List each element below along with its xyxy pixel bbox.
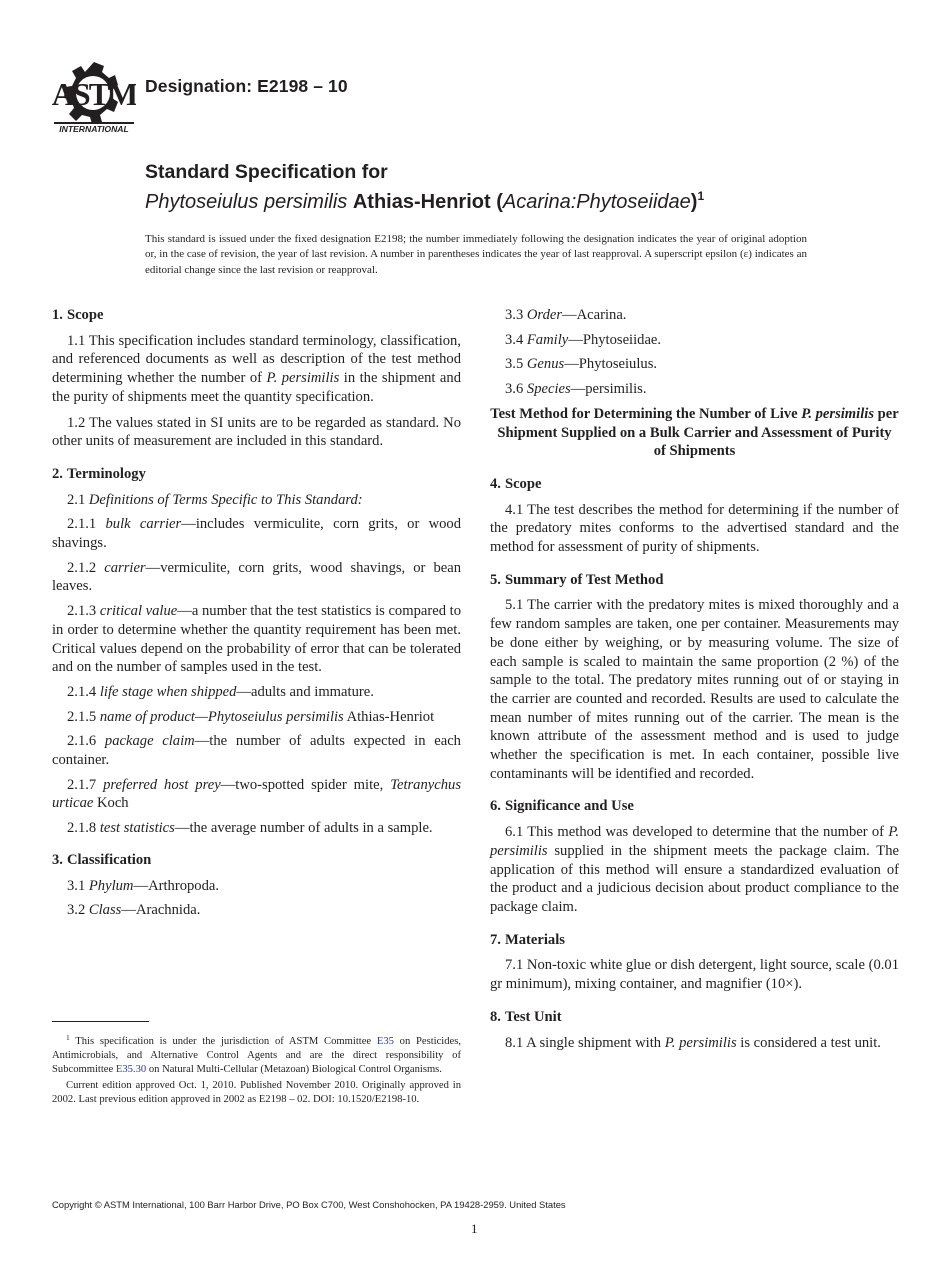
section-heading-significance: 6. Significance and Use [490, 798, 634, 815]
footnote-edition: Current edition approved Oct. 1, 2010. Published November 2010. Originally approved in 2002. Last previous edition approved in 2002 as E2198 – 02. DOI: 10.1520/E2198-10. [52, 1080, 461, 1105]
classification-family: 3.4 Family—Phytoseiidae. [505, 331, 662, 348]
left-column [52, 306, 461, 926]
paragraph-8-1: 8.1 A single shipment with P. persimilis is considered a test unit. [505, 1034, 881, 1051]
title-author: Athias-Henriot [352, 191, 491, 213]
paragraph-7-1: 7.1 Non-toxic white glue or dish detergent, light source, scale (0.01 gr minimum), mixing container, and magnifier (10×). [490, 957, 899, 993]
footnote-1: $^1$ This specification is under the jurisdiction of ASTM Committee E35 on Pesticides, Antimicrobials, and Alternative Control Agents and are the direct responsibility of Subcommittee E35.30 on Natural Multi-Cellular (Metazoan) Biological Control Organisms. [52, 1033, 461, 1075]
section-heading-scope-4: 4. Scope [490, 475, 542, 492]
footnotes [52, 1031, 461, 1109]
title-taxon: Acarina:Phytoseiidae [502, 191, 691, 213]
title-line-2: Phytoseiulus persimilis Athias-Henriot (Acarina:Phytoseiidae)$^1$ [145, 189, 705, 213]
document-header [52, 58, 912, 138]
issuance-note: This standard is issued under the fixed designation E2198; the number immediately following the designation indicates the year of original adoption or, in the case of revision, the year of last revision. A number in parentheses indicates the year of last reapproval. A superscript epsilon (ε) indicates an editorial change since the last revision or reapproval. [145, 233, 807, 276]
section-heading-test-unit: 8. Test Unit [490, 1008, 562, 1025]
paragraph-4-1: 4.1 The test describes the method for determining if the number of the predatory mites conforms to the advertised standard and the method for assessment of purity of shipments. [490, 501, 899, 556]
definition-test-statistics: 2.1.8 test statistics—the average number of adults in a sample. [67, 820, 433, 837]
right-column [490, 306, 899, 1059]
section-heading-classification: 3. Classification [52, 851, 152, 868]
standard-title [145, 160, 865, 215]
definition-life-stage: 2.1.4 life stage when shipped—adults and immature. [67, 683, 374, 700]
test-method-title: Test Method for Determining the Number of Live P. persimilis per Shipment Supplied on a Bulk Carrier and Assessment of Purity of Shipments [490, 405, 899, 460]
paragraph-1-2: 1.2 The values stated in SI units are to be regarded as standard. No other units of measurement are included in this standard. [52, 414, 461, 450]
definition-carrier: 2.1.2 carrier—vermiculite, corn grits, wood shavings, or bean leaves. [52, 559, 461, 595]
section-heading-scope: 1. Scope [52, 307, 104, 323]
paragraph-1-1: 1.1 This specification includes standard terminology, classification, and referenced documents as well as description of the test method determining whether the number of P. persimilis in the shipment and the purity of shipments meet the quantity specification. [52, 332, 461, 405]
classification-order: 3.3 Order—Acarina. [505, 307, 627, 323]
copyright-notice: Copyright © ASTM International, 100 Barr Harbor Drive, PO Box C700, West Conshohocken, PA 19428-2959. United States [52, 1199, 566, 1210]
committee-link[interactable]: E35 [376, 1036, 394, 1047]
classification-species: 3.6 Species—persimilis. [505, 381, 647, 398]
svg-text:ASTM: ASTM [52, 76, 136, 112]
section-heading-materials: 7. Materials [490, 931, 565, 948]
subcommittee-link[interactable]: E35.30 [115, 1064, 147, 1075]
definition-bulk-carrier: 2.1.1 bulk carrier—includes vermiculite, corn grits, or wood shavings. [52, 516, 462, 552]
paragraph-5-1: 5.1 The carrier with the predatory mites is mixed thoroughly and a few random samples are taken, one per container. Measurements may be done either by weighing, or by measuring volume. The size of each sample is scaled to maintain the same proportion (2 %) of the sample to the total. The predatory mites running out of or staying in the carrier are counted and recorded. Results are used to calculate the mean number of mites running out of the carrier. The mean is the known attribute of the assessment method and is used to judge whether the specification is met. In each container, possible live contaminants will be identified and recorded. [490, 597, 899, 782]
paragraph-6-1: 6.1 This method was developed to determine that the number of P. persimilis supplied in the shipment meets the package claim. The application of this method will ensure a standardized evaluation of the product and a judicious decision about product compliance to the package claim. [490, 824, 899, 915]
svg-text:INTERNATIONAL: INTERNATIONAL [59, 124, 129, 134]
designation: Designation: E2198 – 10 [145, 76, 348, 96]
classification-phylum: 3.1 Phylum—Arthropoda. [67, 877, 220, 894]
definition-preferred-host-prey: 2.1.7 preferred host prey—two-spotted spider mite, Tetranychus urticae Koch [52, 776, 461, 812]
definition-2-1: 2.1 Definitions of Terms Specific to This Standard: [67, 491, 363, 508]
classification-class: 3.2 Class—Arachnida. [67, 902, 201, 919]
classification-genus: 3.5 Genus—Phytoseiulus. [505, 356, 658, 373]
title-line-1: Standard Specification for [145, 161, 388, 183]
page-number: 1 [471, 1221, 478, 1236]
title-footnote-ref: 1 [697, 189, 705, 203]
astm-logo-icon [52, 58, 136, 134]
definition-critical-value: 2.1.3 critical value—a number that the test statistics is compared to in order to determine whether the quantity requirement has been met. Critical values depend on the probability of error that can be tolerated and on the number of samples used in the test. [52, 603, 461, 676]
section-heading-summary: 5. Summary of Test Method [490, 571, 664, 588]
title-species: Phytoseiulus persimilis [145, 191, 348, 213]
definition-package-claim: 2.1.6 package claim—the number of adults expected in each container. [52, 733, 461, 769]
definition-name-of-product: 2.1.5 name of product—Phytoseiulus persimilis Athias-Henriot [67, 708, 435, 725]
section-heading-terminology: 2. Terminology [52, 465, 146, 482]
footnote-divider [52, 1021, 149, 1022]
